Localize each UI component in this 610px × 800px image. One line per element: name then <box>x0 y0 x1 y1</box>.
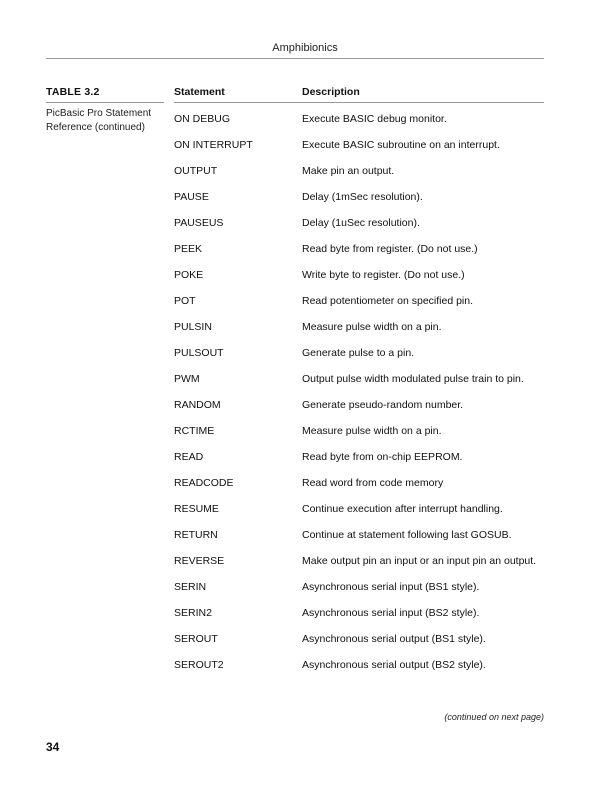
table-row <box>174 423 544 440</box>
statement-cell: READ <box>174 451 204 463</box>
table-row <box>174 319 544 336</box>
table-row <box>174 475 544 492</box>
description-cell: Delay (1mSec resolution). <box>302 191 423 203</box>
table-row <box>174 553 544 570</box>
description-cell: Read byte from on-chip EEPROM. <box>302 451 463 463</box>
table-row <box>174 631 544 648</box>
table-row <box>174 111 544 128</box>
statement-cell: POKE <box>174 269 204 281</box>
description-cell: Make output pin an input or an input pin an output. <box>302 555 537 567</box>
table-caption-text: PicBasic Pro Statement Reference (continued) <box>46 108 152 133</box>
description-cell: Write byte to register. (Do not use.) <box>302 269 465 281</box>
table-row <box>174 163 544 180</box>
table-header <box>174 86 544 100</box>
column-header-statement: Statement <box>174 86 225 98</box>
statement-cell: PULSIN <box>174 321 212 333</box>
table-caption <box>46 86 164 135</box>
table-row <box>174 527 544 544</box>
page-number: 34 <box>46 740 60 754</box>
statement-cell: RETURN <box>174 529 218 541</box>
statement-cell: PWM <box>174 373 200 385</box>
statement-cell: PAUSEUS <box>174 217 224 229</box>
table-row <box>174 267 544 284</box>
description-cell: Read potentiometer on specified pin. <box>302 295 474 307</box>
table-row <box>174 293 544 310</box>
description-cell: Measure pulse width on a pin. <box>302 425 442 437</box>
description-cell: Output pulse width modulated pulse train to pin. <box>302 373 524 385</box>
statement-cell: SERIN2 <box>174 607 212 619</box>
table-row <box>174 345 544 362</box>
statement-cell: ON DEBUG <box>174 113 231 125</box>
table-row <box>174 189 544 206</box>
statement-cell: ON INTERRUPT <box>174 139 253 151</box>
description-cell: Continue execution after interrupt handling. <box>302 503 503 515</box>
table-row <box>174 397 544 414</box>
table-row <box>174 657 544 674</box>
description-cell: Read byte from register. (Do not use.) <box>302 243 478 255</box>
statement-cell: RESUME <box>174 503 219 515</box>
description-cell: Asynchronous serial output (BS2 style). <box>302 659 486 671</box>
statement-cell: SERIN <box>174 581 207 593</box>
table-header-divider <box>174 102 544 103</box>
table-row <box>174 137 544 154</box>
caption-divider <box>46 102 164 103</box>
description-cell: Delay (1uSec resolution). <box>302 217 420 229</box>
statement-cell: RCTIME <box>174 425 215 437</box>
table-label: TABLE 3.2 <box>46 86 100 98</box>
description-cell: Asynchronous serial output (BS1 style). <box>302 633 486 645</box>
statement-cell: SEROUT2 <box>174 659 224 671</box>
statement-cell: REVERSE <box>174 555 225 567</box>
statement-cell: PAUSE <box>174 191 209 203</box>
table-body <box>174 111 544 674</box>
statement-cell: RANDOM <box>174 399 221 411</box>
description-cell: Generate pulse to a pin. <box>302 347 415 359</box>
description-cell: Execute BASIC subroutine on an interrupt. <box>302 139 500 151</box>
description-cell: Measure pulse width on a pin. <box>302 321 442 333</box>
statement-cell: POT <box>174 295 196 307</box>
description-cell: Execute BASIC debug monitor. <box>302 113 447 125</box>
description-cell: Read word from code memory <box>302 477 444 489</box>
description-cell: Asynchronous serial input (BS1 style). <box>302 581 480 593</box>
description-cell: Make pin an output. <box>302 165 395 177</box>
running-head: Amphibionics <box>272 42 338 54</box>
statement-cell: SEROUT <box>174 633 218 645</box>
statement-cell: PEEK <box>174 243 203 255</box>
table-row <box>174 215 544 232</box>
statement-cell: OUTPUT <box>174 165 218 177</box>
description-cell: Generate pseudo-random number. <box>302 399 464 411</box>
header-divider <box>46 58 544 59</box>
table-row <box>174 371 544 388</box>
column-header-description: Description <box>302 86 360 98</box>
continued-note: (continued on next page) <box>444 712 544 722</box>
statement-cell: READCODE <box>174 477 234 489</box>
description-cell: Continue at statement following last GOSUB. <box>302 529 512 541</box>
statement-table <box>174 86 544 683</box>
table-row <box>174 605 544 622</box>
table-row <box>174 579 544 596</box>
description-cell: Asynchronous serial input (BS2 style). <box>302 607 480 619</box>
table-row <box>174 501 544 518</box>
table-row <box>174 449 544 466</box>
table-row <box>174 241 544 258</box>
statement-cell: PULSOUT <box>174 347 224 359</box>
